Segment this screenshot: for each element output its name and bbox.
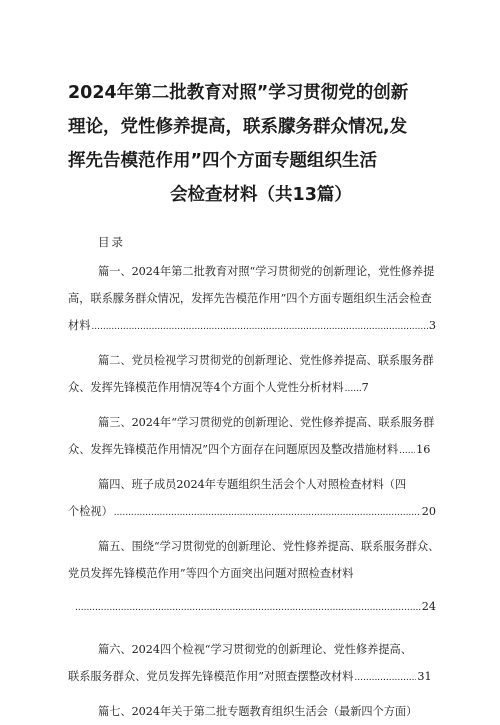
toc-page-number: 31: [417, 670, 432, 683]
toc-entry-5[interactable]: [68, 533, 440, 620]
toc-entry-tail: 众、发挥先锋模范作用情况等4个方面个人党性分析材料: [68, 381, 344, 394]
toc-entry-tail: 联系服务群众、党员发挥先锋模范作用”对照查摆整改材料: [68, 670, 354, 683]
toc-page-number: 3: [428, 319, 436, 332]
toc-page-number: 24: [421, 600, 436, 613]
toc-page-number: 7: [361, 381, 369, 394]
toc-entry-leader-line: [68, 374, 436, 401]
toc-entry-line: 篇三、2024年“学习贯彻党的创新理论、党性修养提高、联系服务群: [98, 416, 435, 429]
toc-entry-line: 篇二、党员检视学习贯彻党的创新理论、党性修养提高、联系服务群: [98, 354, 434, 367]
toc-entry-1[interactable]: [68, 258, 436, 339]
toc-entry-leader-line: [68, 593, 436, 620]
toc-entry-line: 篇五、围绕“学习贯彻党的创新理论、党性修养提高、联系服务群众、: [98, 540, 440, 553]
title-line-4: 会检查材料（共13篇）: [170, 185, 352, 205]
title-line-2: 理论，党性修养提高，联系朦务群众情况,发: [68, 117, 408, 137]
dot-leader: [91, 320, 427, 334]
toc-entry-line: 篇一、2024年第二批教育对照“学习贯彻党的创新理论，党性修养提: [98, 265, 435, 278]
dot-leader: [345, 382, 361, 396]
toc-entry-leader-line: [68, 436, 436, 463]
toc-entry-4[interactable]: [68, 471, 436, 525]
toc-entry-line: 篇七、2024年关于第二批专题教育组织生活会（最新四个方面）: [98, 705, 418, 718]
toc-entry-6[interactable]: [68, 636, 436, 690]
toc-entry-leader-line: [68, 312, 436, 339]
toc-entry-3[interactable]: [68, 409, 436, 463]
toc-page-number: 20: [421, 505, 436, 518]
toc-heading: 目录: [98, 235, 125, 249]
title-line-1: 2024年第二批教育对照”学习贯彻党的创新: [68, 83, 409, 103]
toc-list: [68, 258, 440, 725]
toc-entry-line: 党员发挥先锋模范作用”等四个方面突出问题对照检查材料: [68, 567, 354, 580]
toc-entry-tail: 众、发挥先锋模范作用情况”四个方面存在问题原因及整改措施材料: [68, 443, 399, 456]
toc-entry-leader-line: [68, 498, 436, 525]
toc-entry-2[interactable]: [68, 347, 436, 401]
toc-entry-line: 篇六、2024四个检视“学习贯彻党的创新理论、党性修养提高、: [98, 643, 412, 656]
toc-page-number: 16: [416, 443, 431, 456]
dot-leader: [399, 444, 415, 458]
title-line-3: 挥先告模范作用”四个方面专题组织生活: [68, 151, 378, 171]
document-title: [68, 0, 436, 212]
toc-entry-line: 高，联系朦务群众情况，发挥先告模范作用”四个方面专题组织生活会检查: [68, 292, 432, 305]
dot-leader: [354, 671, 416, 685]
toc-entry-line: 篇四、班子成员2024年专题组织生活会个人对照检查材料（四: [98, 478, 407, 491]
toc-entry-tail: 个检视）: [68, 505, 113, 518]
toc-entry-7[interactable]: [68, 698, 436, 725]
toc-entry-leader-line: [68, 663, 436, 690]
dot-leader: [114, 506, 421, 520]
dot-leader: [75, 601, 421, 615]
toc-entry-tail: 材料: [68, 319, 91, 332]
